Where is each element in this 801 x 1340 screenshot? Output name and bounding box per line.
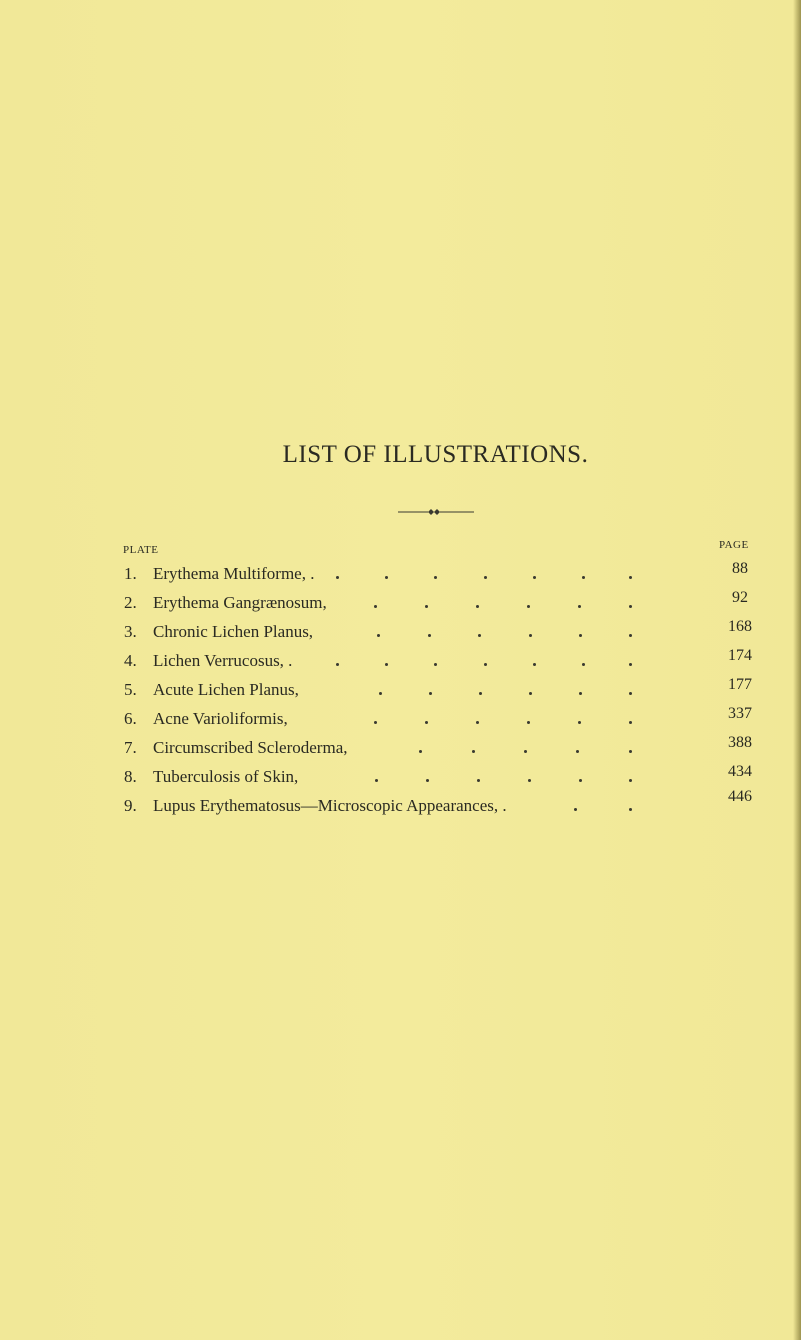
leader-dot	[527, 721, 530, 724]
leader-dot	[524, 750, 527, 753]
leader-dot	[484, 663, 487, 666]
leader-dot	[434, 576, 437, 579]
leader-dot	[428, 634, 431, 637]
leader-dot	[629, 779, 632, 782]
leader-dot	[629, 663, 632, 666]
leader-dot	[385, 663, 388, 666]
plate-number: 5.	[124, 680, 137, 699]
leader-dot	[579, 634, 582, 637]
leader-dot	[578, 605, 581, 608]
illustration-title: Lichen Verrucosus, .	[153, 651, 293, 670]
leader-dot	[629, 692, 632, 695]
leader-dot	[336, 663, 339, 666]
leader-dot	[578, 721, 581, 724]
leader-dot	[629, 576, 632, 579]
leader-dot	[472, 750, 475, 753]
leader-dot	[582, 576, 585, 579]
leader-dot	[336, 576, 339, 579]
list-item	[124, 763, 764, 793]
leader-dot	[477, 779, 480, 782]
leader-dot	[425, 605, 428, 608]
page-number: 434	[728, 763, 752, 780]
plate-number: 6.	[124, 709, 137, 728]
leader-dot	[629, 605, 632, 608]
leader-dot	[385, 576, 388, 579]
leader-dot	[529, 692, 532, 695]
leader-dot	[419, 750, 422, 753]
leader-dot	[377, 634, 380, 637]
plate-number: 7.	[124, 738, 137, 757]
illustration-title: Lupus Erythematosus—Microscopic Appearances, .	[153, 796, 507, 815]
leader-dot	[629, 808, 632, 811]
leader-dot	[374, 605, 377, 608]
list-item	[124, 589, 764, 619]
leader-dot	[484, 576, 487, 579]
illustration-title: Erythema Gangrænosum,	[153, 593, 327, 612]
leader-dot	[478, 634, 481, 637]
leader-dot	[629, 634, 632, 637]
leader-dot	[533, 576, 536, 579]
plate-number: 8.	[124, 767, 137, 786]
page-number: 174	[728, 647, 752, 664]
page-number: 88	[732, 560, 748, 577]
leader-dot	[629, 750, 632, 753]
leader-dot	[582, 663, 585, 666]
leader-dot	[579, 692, 582, 695]
page-number: 92	[732, 589, 748, 606]
plate-number: 3.	[124, 622, 137, 641]
leader-dot	[533, 663, 536, 666]
page-number: 168	[728, 618, 752, 635]
list-item	[124, 705, 764, 735]
leader-dot	[576, 750, 579, 753]
illustration-title: Chronic Lichen Planus,	[153, 622, 314, 641]
leader-dot	[429, 692, 432, 695]
leader-dot	[434, 663, 437, 666]
illustration-title: Circumscribed Scleroderma,	[153, 738, 348, 757]
leader-dot	[479, 692, 482, 695]
list-item	[124, 560, 764, 590]
plate-number: 2.	[124, 593, 137, 612]
leader-dot	[425, 721, 428, 724]
leader-dot	[528, 779, 531, 782]
plate-number: 4.	[124, 651, 137, 670]
leader-dot	[579, 779, 582, 782]
page-number: 388	[728, 734, 752, 751]
plate-number: 1.	[124, 564, 137, 583]
leader-dot	[426, 779, 429, 782]
leader-dot	[375, 779, 378, 782]
leader-dot	[629, 721, 632, 724]
page-number: 446	[728, 788, 752, 805]
list-item	[124, 734, 764, 764]
list-item	[124, 647, 764, 677]
page-number: 177	[728, 676, 752, 693]
leader-dot	[374, 721, 377, 724]
plate-number: 9.	[124, 796, 137, 815]
leader-dot	[379, 692, 382, 695]
illustration-title: Tuberculosis of Skin,	[153, 767, 299, 786]
leader-dot	[574, 808, 577, 811]
leader-dot	[529, 634, 532, 637]
plate-column-header: PLATE	[123, 544, 159, 556]
list-item	[124, 676, 764, 706]
illustration-title: Acne Varioliformis,	[153, 709, 288, 728]
page-title: LIST OF ILLUSTRATIONS.	[282, 441, 589, 468]
page-number: 337	[728, 705, 752, 722]
illustration-title: Erythema Multiforme, .	[153, 564, 315, 583]
leader-dot	[476, 721, 479, 724]
leader-dot	[527, 605, 530, 608]
leader-dot	[476, 605, 479, 608]
illustration-title: Acute Lichen Planus,	[153, 680, 299, 699]
list-item	[124, 788, 764, 822]
page-column-header: PAGE	[719, 539, 749, 551]
list-item	[124, 618, 764, 648]
